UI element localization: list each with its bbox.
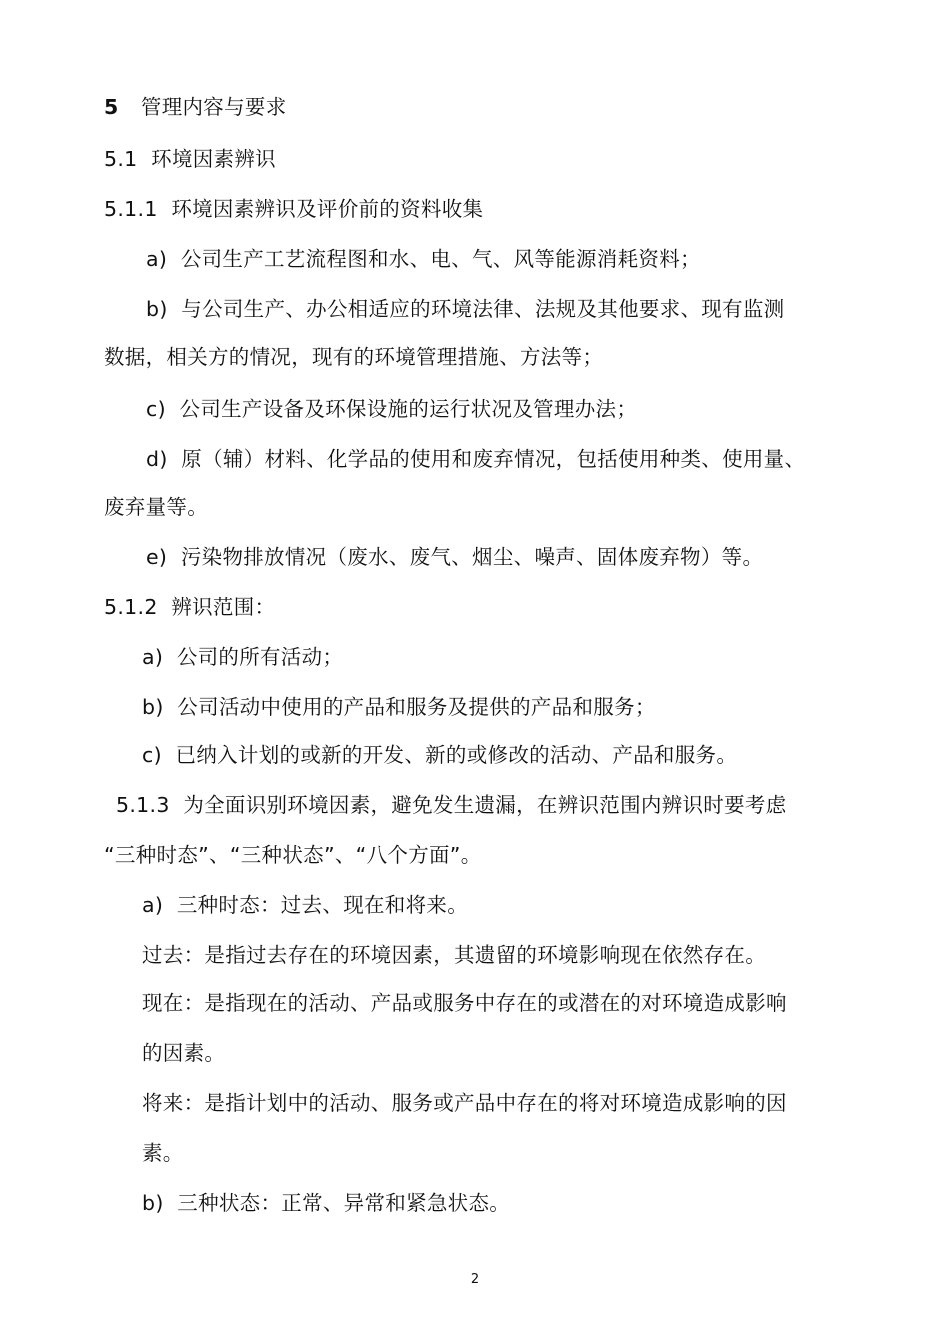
section-5-1-2-heading: 5.1.2 辨识范围： [104, 595, 276, 619]
list-item: c) 已纳入计划的或新的开发、新的或修改的活动、产品和服务。 [142, 743, 738, 767]
section-5-1-3-heading: 5.1.3 为全面识别环境因素，避免发生遗漏，在辨识范围内辨识时要考虑 [116, 793, 787, 817]
paragraph: 过去：是指过去存在的环境因素，其遗留的环境影响现在依然存在。 [142, 943, 766, 967]
list-item-continuation: “三种时态”、“三种状态”、“八个方面”。 [104, 843, 482, 867]
paragraph: 素。 [142, 1141, 184, 1165]
list-item: b) 与公司生产、办公相适应的环境法律、法规及其他要求、现有监测 [146, 297, 785, 321]
list-item: b) 三种状态：正常、异常和紧急状态。 [142, 1191, 511, 1215]
list-item: a) 三种时态：过去、现在和将来。 [142, 893, 469, 917]
list-item: d) 原（辅）材料、化学品的使用和废弃情况，包括使用种类、使用量、 [146, 447, 806, 471]
section-5-1-heading: 5.1 环境因素辨识 [104, 147, 276, 171]
paragraph: 现在：是指现在的活动、产品或服务中存在的或潜在的对环境造成影响 [142, 991, 787, 1015]
list-item: b) 公司活动中使用的产品和服务及提供的产品和服务； [142, 695, 656, 719]
list-item: a) 公司的所有活动； [142, 645, 344, 669]
list-item: c) 公司生产设备及环保设施的运行状况及管理办法； [146, 397, 638, 421]
paragraph: 将来：是指计划中的活动、服务或产品中存在的将对环境造成影响的因 [142, 1091, 787, 1115]
page-number: 2 [470, 1272, 480, 1287]
list-item-continuation: 废弃量等。 [104, 495, 208, 519]
section-5-heading: 5 管理内容与要求 [104, 95, 287, 119]
list-item: a) 公司生产工艺流程图和水、电、气、风等能源消耗资料； [146, 247, 701, 271]
list-item-continuation: 数据，相关方的情况，现有的环境管理措施、方法等； [104, 345, 604, 369]
list-item: e) 污染物排放情况（废水、废气、烟尘、噪声、固体废弃物）等。 [146, 545, 764, 569]
section-5-1-1-heading: 5.1.1 环境因素辨识及评价前的资料收集 [104, 197, 484, 221]
paragraph: 的因素。 [142, 1041, 226, 1065]
